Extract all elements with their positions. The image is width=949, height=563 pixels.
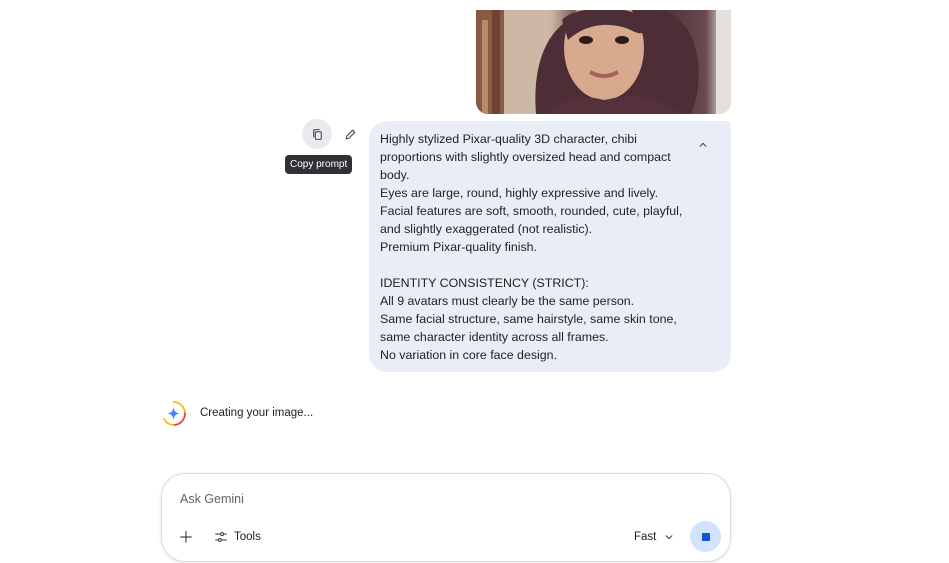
prompt-line: No variation in core face design. [380,348,558,362]
generation-status: Creating your image... [200,407,314,419]
chevron-down-icon [664,532,674,542]
prompt-line: body. [380,168,410,182]
photo-illustration [476,10,731,114]
tools-button[interactable] [214,526,261,548]
prompt-line: Highly stylized Pixar-quality 3D character, chibi [380,132,637,146]
add-attachment-button[interactable] [174,525,198,549]
prompt-line: same character identity across all frames. [380,330,609,344]
prompt-line: IDENTITY CONSISTENCY (STRICT): [380,276,589,290]
uploaded-photo[interactable] [476,10,731,114]
prompt-line: and slightly exaggerated (not realistic). [380,222,593,236]
chevron-up-icon [698,140,708,150]
model-mode-selector[interactable] [634,526,674,548]
prompt-input-box [161,473,731,562]
tune-icon [214,530,228,544]
tools-label: Tools [234,531,261,543]
copy-prompt-button[interactable] [302,119,332,149]
prompt-line: All 9 avatars must clearly be the same person. [380,294,635,308]
stop-icon [702,533,710,541]
ask-gemini-input[interactable] [180,490,680,508]
edit-prompt-button[interactable] [335,119,365,149]
copy-icon [311,128,324,141]
prompt-line: Same facial structure, same hairstyle, same skin tone, [380,312,677,326]
prompt-line: Premium Pixar-quality finish. [380,240,537,254]
plus-icon [179,530,193,544]
pencil-icon [344,128,357,141]
prompt-line: proportions with slightly oversized head and compact [380,150,671,164]
gemini-spark-icon [160,400,187,427]
prompt-line [380,256,691,274]
stop-generation-button[interactable] [690,521,721,552]
mode-label: Fast [634,531,657,543]
user-prompt-bubble [369,121,731,372]
prompt-line: Eyes are large, round, highly expressive and lively. [380,186,659,200]
copy-prompt-tooltip: Copy prompt [285,155,352,174]
collapse-prompt-button[interactable] [693,135,713,155]
prompt-line: Facial features are soft, smooth, rounded, cute, playful, [380,204,683,218]
